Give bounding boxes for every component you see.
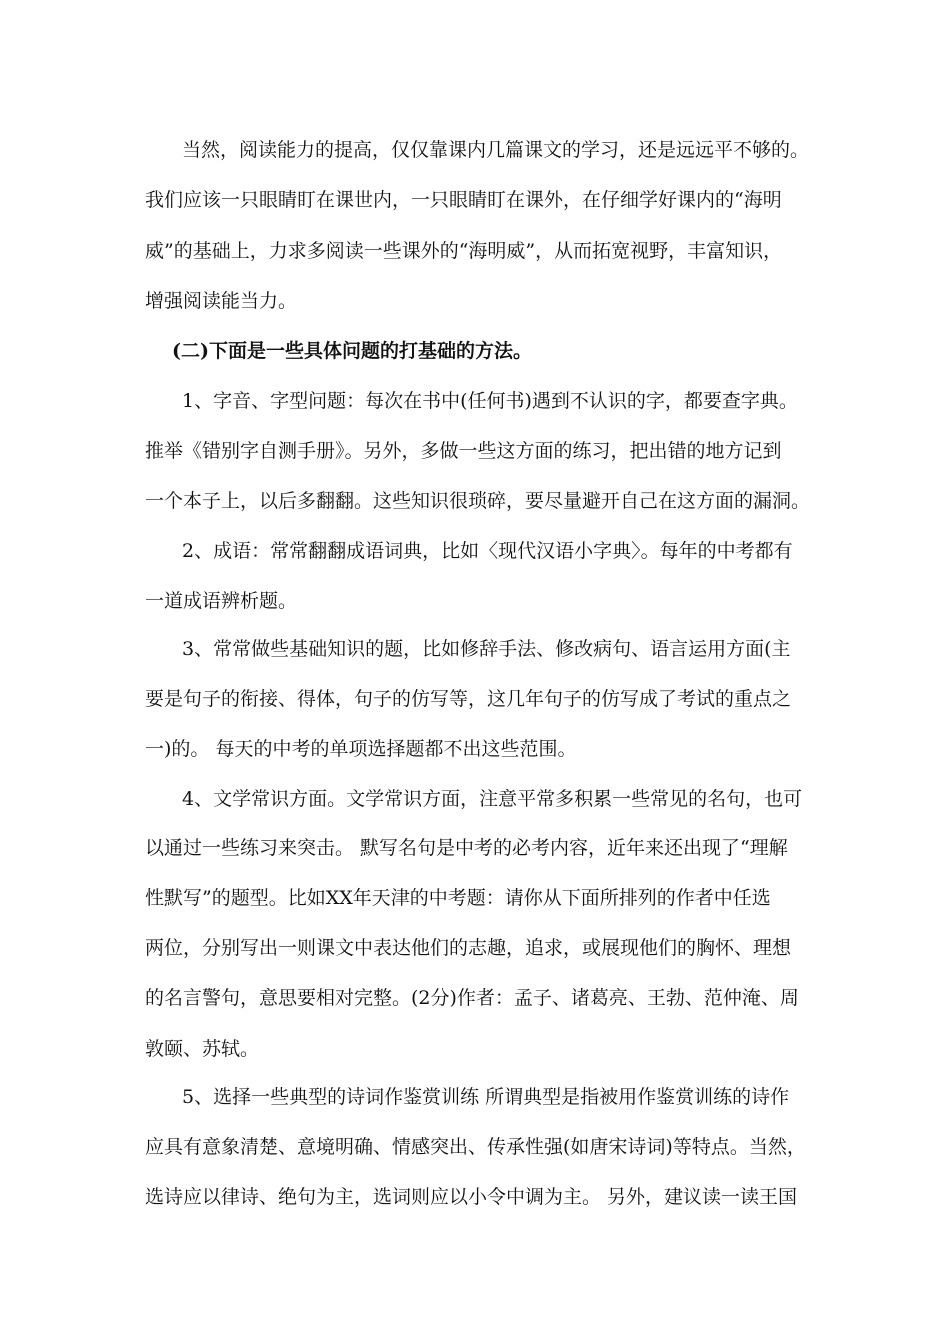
text-line: 5、选择一些典型的诗词作鉴赏训练 所谓典型是指被用作鉴赏训练的诗作 [182,1086,790,1108]
text-line: 选诗应以律诗、绝句为主，选词则应以小令中调为主。 另外，建议读一读王国 [145,1186,798,1208]
text-line: 的名言警句，意思要相对完整。(2分)作者：孟子、诸葛亮、王勃、范仲淹、周 [145,987,799,1009]
text-line: 3、常常做些基础知识的题，比如修辞手法、修改病句、语言运用方面(主 [182,638,791,660]
text-line: 应具有意象清楚、意境明确、情感突出、传承性强(如唐宋诗词)等特点。当然， [145,1136,806,1158]
text-line: 推举《错别字自测手册》。另外，多做一些这方面的练习，把出错的地方记到 [145,440,782,462]
text-line: 性默写”的题型。比如XX年天津的中考题：请你从下面所排列的作者中任选 [145,887,771,909]
text-line: 一个本子上，以后多翻翻。这些知识很琐碎，要尽量避开自己在这方面的漏洞。 [145,490,811,512]
text-line: 要是句子的衔接、得体，句子的仿写等，这几年句子的仿写成了考试的重点之 [145,688,792,710]
text-line: 敦颐、苏轼。 [145,1038,260,1060]
text-line: 增强阅读能当力。 [145,290,298,312]
text-line: 2、成语：常常翻翻成语词典，比如〈现代汉语小字典〉。每年的中考都有 [182,540,793,562]
text-line: 两位，分别写出一则课文中表达他们的志趣，追求，或展现他们的胸怀、理想 [145,937,792,959]
text-line: 以通过一些练习来突击。 默写名句是中考的必考内容，近年来还出现了“理解 [145,837,788,859]
text-line: 4、文学常识方面。文学常识方面，注意平常多积累一些常见的名句，也可 [182,788,803,810]
text-line: 一道成语辨析题。 [145,590,298,612]
text-line: 威”的基础上，力求多阅读一些课外的“海明威”，从而拓宽视野，丰富知识， [145,240,783,262]
text-line: 一)的。 每天的中考的单项选择题都不出这些范围。 [145,738,577,760]
text-line: 1、字音、字型问题：每次在书中(任何书)遇到不认识的字，都要查字典。 [182,390,798,412]
text-line: 我们应该一只眼睛盯在课世内，一只眼睛盯在课外，在仔细学好课内的“海明 [145,189,782,211]
section-heading: (二)下面是一些具体问题的打基础的方法。 [172,340,532,362]
text-line: 当然，阅读能力的提高，仅仅靠课内几篇课文的学习，还是远远平不够的。 [182,139,810,161]
